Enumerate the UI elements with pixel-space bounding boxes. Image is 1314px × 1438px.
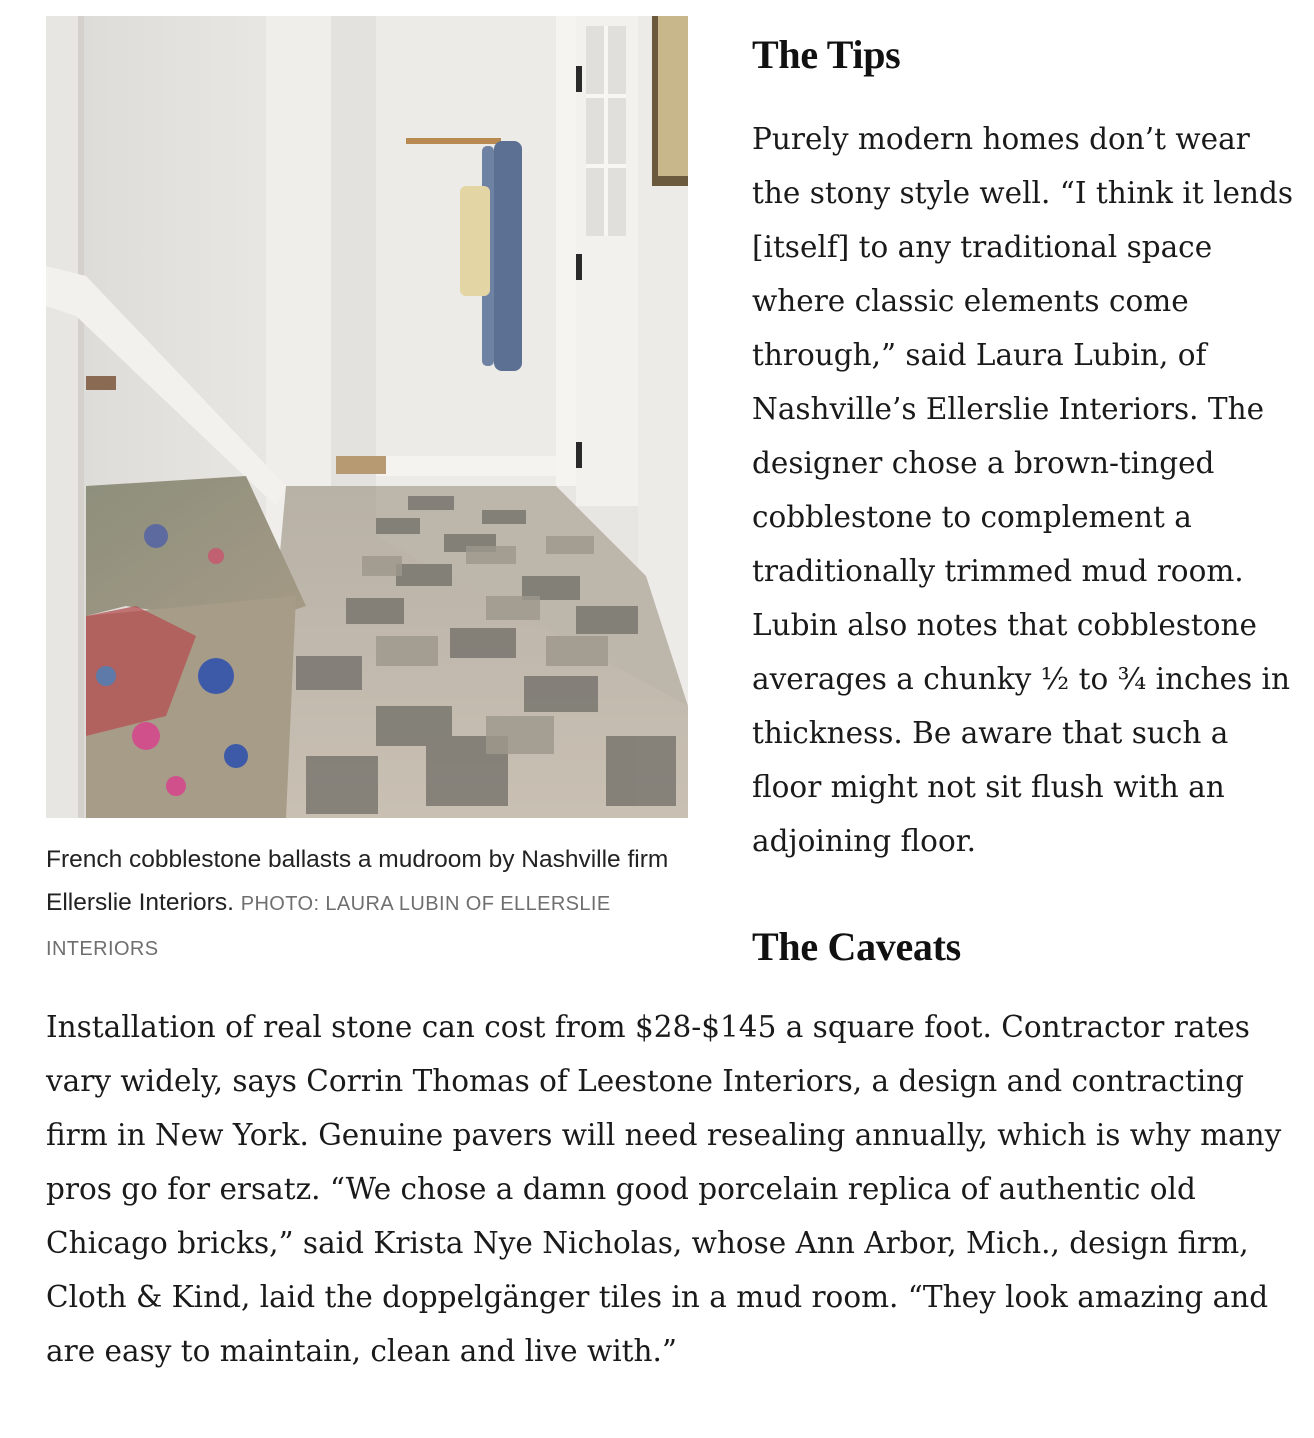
tips-section xyxy=(752,28,1297,974)
mudroom-photo xyxy=(46,16,688,818)
caveats-heading: The Caveats xyxy=(752,924,961,969)
figure-caption xyxy=(46,838,688,971)
caveats-section xyxy=(46,1000,1286,1378)
photo-credit: PHOTO: LAURA LUBIN OF ELLERSLIE INTERIORS xyxy=(46,893,611,960)
caveats-body: Installation of real stone can cost from $28-$145 a square foot. Contractor rates vary widely, says Corrin Thomas of Leestone Interiors, a design and contracting firm in New York. Genuine pavers will need resealing annually, which is why many pros go for ersatz. “We chose a damn good porcelain replica of authentic old Chicago bricks,” said Krista Nye Nicholas, whose Ann Arbor, Mich., design firm, Cloth & Kind, laid the doppelgänger tiles in a mud room. “They look amazing and are easy to maintain, clean and live with.” xyxy=(46,1010,1282,1368)
caption-text: French cobblestone ballasts a mudroom by Nashville firm Ellerslie Interiors. xyxy=(46,846,669,916)
tips-heading: The Tips xyxy=(752,32,901,77)
tips-body: Purely modern homes don’t wear the stony style well. “I think it lends [itself] to any traditional space where classic elements come through,” said Laura Lubin, of Nashville’s Ellerslie Interiors. The designer chose a brown-tinged cobblestone to complement a traditionally trimmed mud room. Lubin also notes that cobblestone averages a chunky ½ to ¾ inches in thickness. Be aware that such a floor might not sit flush with an adjoining floor. xyxy=(752,122,1293,858)
article-figure xyxy=(46,16,688,971)
